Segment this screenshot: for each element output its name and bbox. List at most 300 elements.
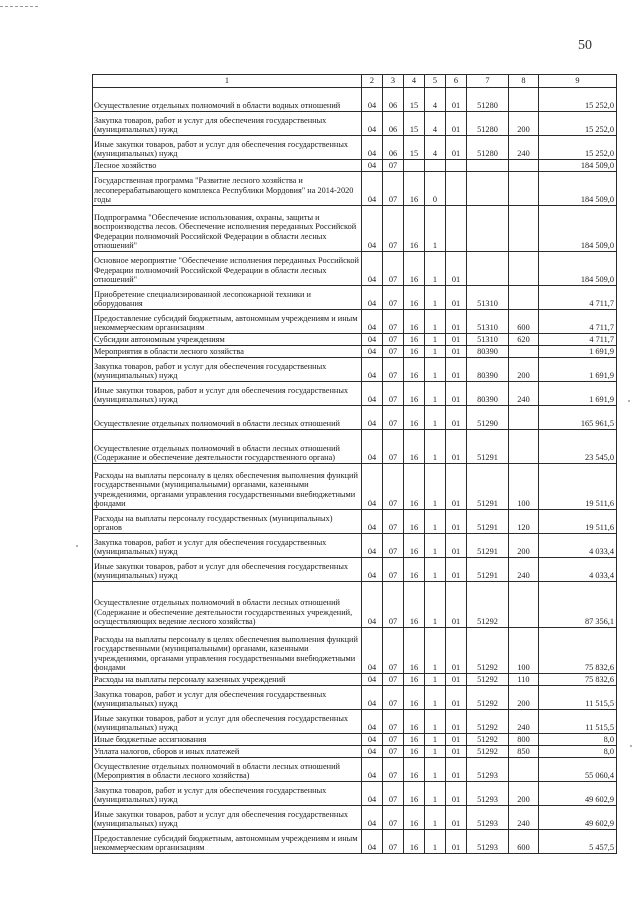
scan-corner-mark [0,6,38,8]
code-cell [467,160,509,172]
table-row [93,758,617,782]
code-cell: 200 [509,782,539,806]
row-name-cell: Мероприятия в области лесного хозяйства [93,346,362,358]
code-cell: 80390 [467,346,509,358]
code-cell: 600 [509,830,539,854]
header-cell: 1 [93,75,362,88]
table-row [93,782,617,806]
amount-cell: 4 711,7 [539,334,617,346]
code-cell: 15 [404,112,425,136]
code-cell: 04 [362,628,383,674]
code-cell: 200 [509,358,539,382]
code-cell: 51280 [467,136,509,160]
row-name-cell: Подпрограмма "Обеспечение использования, охраны, защиты и воспроизводства лесов. Обеспечение исполнения переданных Российской Федерации полномочий Российской Федерации в области лесных отношений" [93,206,362,252]
code-cell: 01 [446,558,467,582]
row-name-cell: Иные закупки товаров, работ и услуг для обеспечения государственных (муниципальных) нужд [93,382,362,406]
row-name-cell: Осуществление отдельных полномочий в области лесных отношений (Содержание и обеспечение деятельности государственных учреждений, осуществляющих ведение лесного хозяйства) [93,582,362,628]
code-cell: 51292 [467,686,509,710]
code-cell: 1 [425,382,446,406]
code-cell: 01 [446,406,467,430]
code-cell: 1 [425,628,446,674]
row-name-cell: Иные бюджетные ассигнования [93,734,362,746]
code-cell: 1 [425,252,446,286]
code-cell: 07 [383,464,404,510]
code-cell: 04 [362,334,383,346]
code-cell: 01 [446,464,467,510]
amount-cell: 184 509,0 [539,206,617,252]
code-cell: 07 [383,430,404,464]
code-cell: 1 [425,782,446,806]
code-cell: 01 [446,746,467,758]
code-cell: 200 [509,112,539,136]
header-cell: 6 [446,75,467,88]
code-cell: 07 [383,830,404,854]
code-cell: 51291 [467,558,509,582]
code-cell: 51291 [467,430,509,464]
code-cell: 04 [362,710,383,734]
header-cell: 4 [404,75,425,88]
code-cell: 04 [362,830,383,854]
code-cell [425,160,446,172]
table-row [93,734,617,746]
code-cell: 800 [509,734,539,746]
code-cell: 16 [404,686,425,710]
code-cell: 04 [362,88,383,112]
code-cell: 1 [425,346,446,358]
amount-cell: 49 602,9 [539,782,617,806]
row-name-cell: Осуществление отдельных полномочий в области лесных отношений [93,406,362,430]
code-cell: 07 [383,674,404,686]
code-cell: 07 [383,558,404,582]
code-cell: 51293 [467,782,509,806]
header-cell: 7 [467,75,509,88]
code-cell: 620 [509,334,539,346]
code-cell: 04 [362,286,383,310]
code-cell: 04 [362,582,383,628]
code-cell: 51292 [467,674,509,686]
code-cell: 4 [425,88,446,112]
table-row [93,382,617,406]
row-name-cell: Основное мероприятие "Обеспечение исполнения переданных Российской Федерации полномочий Российской Федерации в области лесных отношений" [93,252,362,286]
code-cell: 16 [404,346,425,358]
table-row [93,686,617,710]
code-cell [509,88,539,112]
code-cell [509,430,539,464]
code-cell: 16 [404,734,425,746]
table-body [93,88,617,854]
amount-cell: 15 252,0 [539,88,617,112]
code-cell: 07 [383,806,404,830]
table-row [93,534,617,558]
amount-cell: 4 033,4 [539,534,617,558]
row-name-cell: Расходы на выплаты персоналу казенных учреждений [93,674,362,686]
table-row [93,112,617,136]
code-cell: 15 [404,136,425,160]
code-cell: 01 [446,358,467,382]
code-cell: 51280 [467,88,509,112]
code-cell: 04 [362,172,383,206]
row-name-cell: Закупка товаров, работ и услуг для обеспечения государственных (муниципальных) нужд [93,782,362,806]
code-cell: 16 [404,710,425,734]
row-name-cell: Лесное хозяйство [93,160,362,172]
code-cell: 01 [446,582,467,628]
row-name-cell: Предоставление субсидий бюджетным, автономным учреждениям и иным некоммерческим организациям [93,310,362,334]
budget-table [92,74,617,854]
code-cell: 1 [425,206,446,252]
code-cell: 04 [362,746,383,758]
code-cell: 80390 [467,358,509,382]
code-cell: 01 [446,346,467,358]
code-cell: 07 [383,510,404,534]
row-name-cell: Осуществление отдельных полномочий в области лесных отношений (Мероприятия в области лесного хозяйства) [93,758,362,782]
table-row [93,510,617,534]
code-cell: 04 [362,358,383,382]
table-row [93,830,617,854]
code-cell [509,286,539,310]
code-cell: 04 [362,464,383,510]
code-cell: 07 [383,734,404,746]
table-row [93,406,617,430]
code-cell: 240 [509,710,539,734]
row-name-cell: Предоставление субсидий бюджетным, автономным учреждениям и иным некоммерческим организациям [93,830,362,854]
code-cell: 01 [446,510,467,534]
code-cell: 06 [383,88,404,112]
amount-cell: 1 691,9 [539,358,617,382]
table-row [93,430,617,464]
amount-cell: 4 033,4 [539,558,617,582]
code-cell: 1 [425,430,446,464]
scan-speck [630,745,632,747]
header-cell: 5 [425,75,446,88]
code-cell: 07 [383,758,404,782]
code-cell: 04 [362,758,383,782]
code-cell: 07 [383,286,404,310]
code-cell: 200 [509,534,539,558]
code-cell: 16 [404,628,425,674]
code-cell: 01 [446,334,467,346]
code-cell: 51292 [467,734,509,746]
code-cell: 07 [383,710,404,734]
code-cell: 15 [404,88,425,112]
amount-cell: 4 711,7 [539,310,617,334]
code-cell: 07 [383,382,404,406]
row-name-cell: Государственная программа "Развитие лесного хозяйства и лесоперерабатывающего комплекса Республики Мордовия" на 2014-2020 годы [93,172,362,206]
code-cell: 07 [383,252,404,286]
row-name-cell: Иные закупки товаров, работ и услуг для обеспечения государственных (муниципальных) нужд [93,806,362,830]
table-row [93,172,617,206]
table-row [93,558,617,582]
code-cell: 01 [446,674,467,686]
code-cell: 51310 [467,334,509,346]
code-cell: 16 [404,464,425,510]
row-name-cell: Расходы на выплаты персоналу в целях обеспечения выполнения функций государственными (муниципальными) органами, казенными учреждениями, органами управления государственными внебюджетными фондами [93,628,362,674]
code-cell: 01 [446,136,467,160]
code-cell [509,252,539,286]
code-cell: 07 [383,406,404,430]
amount-cell: 184 509,0 [539,160,617,172]
code-cell: 1 [425,806,446,830]
code-cell: 16 [404,334,425,346]
row-name-cell: Приобретение специализированной лесопожарной техники и оборудования [93,286,362,310]
code-cell: 51293 [467,758,509,782]
code-cell: 16 [404,382,425,406]
code-cell: 04 [362,534,383,558]
code-cell: 16 [404,430,425,464]
code-cell: 01 [446,830,467,854]
amount-cell: 23 545,0 [539,430,617,464]
amount-cell: 49 602,9 [539,806,617,830]
code-cell [509,172,539,206]
amount-cell: 8,0 [539,734,617,746]
code-cell: 1 [425,674,446,686]
code-cell: 07 [383,334,404,346]
code-cell: 04 [362,112,383,136]
code-cell: 16 [404,510,425,534]
code-cell: 4 [425,112,446,136]
header-cell: 3 [383,75,404,88]
amount-cell: 5 457,5 [539,830,617,854]
code-cell: 240 [509,382,539,406]
code-cell: 04 [362,406,383,430]
code-cell: 16 [404,758,425,782]
row-name-cell: Закупка товаров, работ и услуг для обеспечения государственных (муниципальных) нужд [93,112,362,136]
code-cell: 04 [362,206,383,252]
header-cell: 9 [539,75,617,88]
code-cell: 16 [404,252,425,286]
code-cell: 04 [362,782,383,806]
code-cell: 04 [362,430,383,464]
code-cell: 04 [362,686,383,710]
code-cell: 04 [362,734,383,746]
code-cell: 01 [446,286,467,310]
code-cell: 01 [446,734,467,746]
code-cell: 07 [383,346,404,358]
code-cell: 04 [362,346,383,358]
code-cell: 01 [446,310,467,334]
row-name-cell: Расходы на выплаты персоналу в целях обеспечения выполнения функций государственными (муниципальными) органами, казенными учреждениями, органами управления государственными внебюджетными фондами [93,464,362,510]
code-cell: 1 [425,510,446,534]
code-cell: 51310 [467,310,509,334]
code-cell: 16 [404,674,425,686]
code-cell: 1 [425,534,446,558]
amount-cell: 11 515,5 [539,686,617,710]
code-cell [509,758,539,782]
table-row [93,160,617,172]
code-cell: 1 [425,406,446,430]
code-cell: 1 [425,758,446,782]
code-cell: 07 [383,358,404,382]
table-row [93,806,617,830]
code-cell: 04 [362,674,383,686]
code-cell: 1 [425,734,446,746]
code-cell: 240 [509,136,539,160]
code-cell: 04 [362,382,383,406]
table-row [93,628,617,674]
amount-cell: 55 060,4 [539,758,617,782]
code-cell [509,346,539,358]
code-cell: 51292 [467,582,509,628]
code-cell: 01 [446,758,467,782]
amount-cell: 15 252,0 [539,112,617,136]
amount-cell: 75 832,6 [539,628,617,674]
amount-cell: 75 832,6 [539,674,617,686]
code-cell: 51280 [467,112,509,136]
code-cell: 51310 [467,286,509,310]
scan-speck [76,545,78,547]
code-cell: 16 [404,746,425,758]
table-row [93,310,617,334]
code-cell: 100 [509,628,539,674]
code-cell: 51292 [467,628,509,674]
code-cell: 16 [404,806,425,830]
code-cell: 16 [404,310,425,334]
table-row [93,358,617,382]
row-name-cell: Закупка товаров, работ и услуг для обеспечения государственных (муниципальных) нужд [93,534,362,558]
code-cell: 1 [425,830,446,854]
code-cell: 01 [446,252,467,286]
table-row [93,136,617,160]
code-cell: 01 [446,806,467,830]
amount-cell: 1 691,9 [539,382,617,406]
code-cell: 0 [425,172,446,206]
code-cell: 51291 [467,534,509,558]
amount-cell: 19 511,6 [539,510,617,534]
row-name-cell: Уплата налогов, сборов и иных платежей [93,746,362,758]
code-cell: 06 [383,112,404,136]
code-cell: 07 [383,628,404,674]
code-cell: 16 [404,358,425,382]
code-cell: 51292 [467,710,509,734]
code-cell: 07 [383,534,404,558]
code-cell [404,160,425,172]
code-cell: 04 [362,136,383,160]
code-cell: 04 [362,558,383,582]
code-cell [467,172,509,206]
code-cell: 1 [425,334,446,346]
code-cell: 04 [362,806,383,830]
code-cell: 16 [404,534,425,558]
amount-cell: 4 711,7 [539,286,617,310]
row-name-cell: Закупка товаров, работ и услуг для обеспечения государственных (муниципальных) нужд [93,358,362,382]
scan-speck [628,400,630,402]
code-cell: 04 [362,510,383,534]
code-cell: 850 [509,746,539,758]
code-cell: 01 [446,112,467,136]
table-row [93,346,617,358]
code-cell: 01 [446,88,467,112]
page-number: 50 [578,38,592,53]
code-cell: 80390 [467,382,509,406]
code-cell: 01 [446,430,467,464]
code-cell: 1 [425,558,446,582]
code-cell [467,206,509,252]
table-row [93,582,617,628]
table-row [93,88,617,112]
table-row [93,334,617,346]
amount-cell: 1 691,9 [539,346,617,358]
code-cell: 51291 [467,510,509,534]
code-cell: 1 [425,710,446,734]
code-cell: 120 [509,510,539,534]
amount-cell: 19 511,6 [539,464,617,510]
amount-cell: 165 961,5 [539,406,617,430]
code-cell: 07 [383,746,404,758]
amount-cell: 8,0 [539,746,617,758]
code-cell [509,206,539,252]
code-cell: 51293 [467,806,509,830]
code-cell: 16 [404,782,425,806]
amount-cell: 15 252,0 [539,136,617,160]
code-cell: 1 [425,310,446,334]
code-cell: 16 [404,830,425,854]
code-cell: 1 [425,464,446,510]
code-cell: 04 [362,252,383,286]
code-cell: 06 [383,136,404,160]
code-cell: 1 [425,358,446,382]
code-cell [509,406,539,430]
code-cell [446,172,467,206]
code-cell: 100 [509,464,539,510]
code-cell: 16 [404,206,425,252]
code-cell: 01 [446,628,467,674]
code-cell: 600 [509,310,539,334]
code-cell: 240 [509,806,539,830]
table-header-row [93,75,617,88]
code-cell: 01 [446,382,467,406]
code-cell: 07 [383,172,404,206]
code-cell: 07 [383,686,404,710]
row-name-cell: Расходы на выплаты персоналу государственных (муниципальных) органов [93,510,362,534]
code-cell: 200 [509,686,539,710]
code-cell: 1 [425,582,446,628]
header-cell: 2 [362,75,383,88]
table-row [93,710,617,734]
code-cell: 1 [425,746,446,758]
code-cell: 07 [383,310,404,334]
row-name-cell: Иные закупки товаров, работ и услуг для обеспечения государственных (муниципальных) нужд [93,710,362,734]
code-cell: 16 [404,286,425,310]
code-cell [446,160,467,172]
row-name-cell: Иные закупки товаров, работ и услуг для обеспечения государственных (муниципальных) нужд [93,558,362,582]
table-row [93,206,617,252]
code-cell: 01 [446,710,467,734]
table-row [93,286,617,310]
table-row [93,464,617,510]
code-cell: 51293 [467,830,509,854]
code-cell: 04 [362,310,383,334]
row-name-cell: Осуществление отдельных полномочий в области водных отношений [93,88,362,112]
amount-cell: 184 509,0 [539,172,617,206]
row-name-cell: Осуществление отдельных полномочий в области лесных отношений (Содержание и обеспечение деятельности государственного органа) [93,430,362,464]
code-cell [509,160,539,172]
amount-cell: 11 515,5 [539,710,617,734]
code-cell: 1 [425,686,446,710]
header-cell: 8 [509,75,539,88]
amount-cell: 87 356,1 [539,582,617,628]
row-name-cell: Иные закупки товаров, работ и услуг для обеспечения государственных (муниципальных) нужд [93,136,362,160]
code-cell: 51291 [467,464,509,510]
table-row [93,252,617,286]
code-cell: 1 [425,286,446,310]
code-cell [509,582,539,628]
code-cell: 110 [509,674,539,686]
code-cell: 16 [404,172,425,206]
code-cell: 07 [383,206,404,252]
code-cell: 16 [404,582,425,628]
code-cell: 01 [446,686,467,710]
amount-cell: 184 509,0 [539,252,617,286]
code-cell: 4 [425,136,446,160]
